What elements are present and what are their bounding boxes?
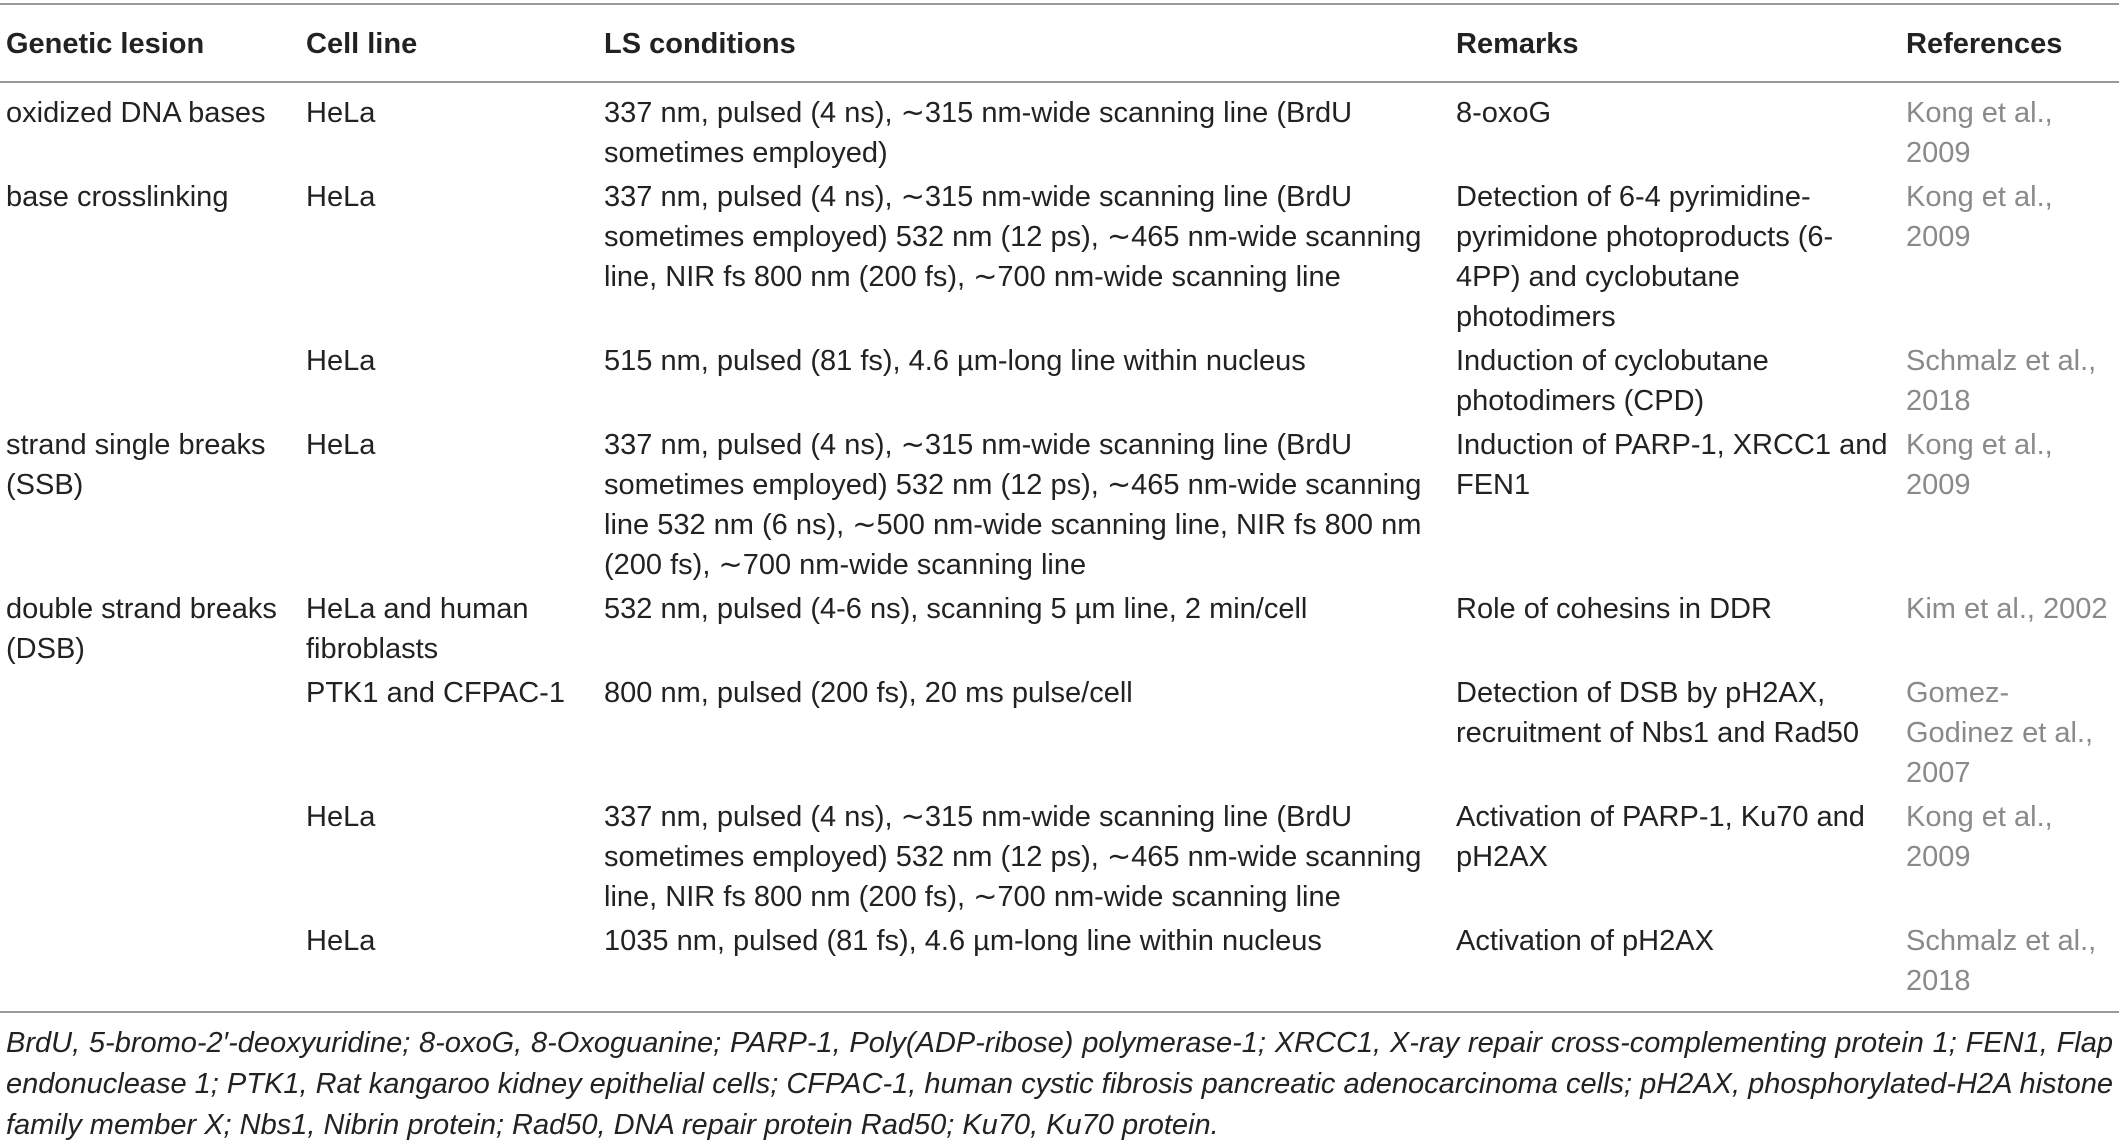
cell-remarks: Induction of PARP-1, XRCC1 and FEN1 [1456,429,1888,501]
table-row [0,589,2119,673]
cell-cell-line: HeLa and human fibroblasts [306,593,529,665]
cell-lesion: oxidized DNA bases [6,97,266,129]
cell-cell-line: HeLa [306,181,376,213]
cell-remarks: 8-oxoG [1456,97,1552,129]
cell-reference[interactable]: Kong et al., 2009 [1906,181,2053,253]
cell-ls-conditions: 1035 nm, pulsed (81 fs), 4.6 µm-long line within nucleus [604,925,1322,957]
cell-lesion: double strand breaks (DSB) [6,593,277,665]
cell-lesion: strand single breaks (SSB) [6,429,266,501]
table-row [0,921,2119,1012]
cell-remarks: Detection of 6-4 pyrimidine-pyrimidone photoproducts (6-4PP) and cyclobutane photodimers [1456,181,1834,333]
header-remarks: Remarks [1456,28,1579,60]
cell-reference[interactable]: Kong et al., 2009 [1906,429,2053,501]
cell-remarks: Activation of PARP-1, Ku70 and pH2AX [1456,801,1865,873]
cell-ls-conditions: 515 nm, pulsed (81 fs), 4.6 µm-long line within nucleus [604,345,1306,377]
cell-cell-line: HeLa [306,97,376,129]
cell-cell-line: HeLa [306,925,376,957]
table-header [0,4,2119,82]
cell-reference[interactable]: Schmalz et al., 2018 [1906,345,2097,417]
header-references: References [1906,28,2063,60]
cell-ls-conditions: 337 nm, pulsed (4 ns), ∼315 nm-wide scanning line (BrdU sometimes employed) 532 nm (12 ps), ∼465 nm-wide scanning line, NIR fs 800 nm (200 fs), ∼700 nm-wide scanning line [604,801,1422,913]
cell-reference[interactable]: Gomez-Godinez et al., 2007 [1906,677,2093,789]
cell-lesion [0,341,300,425]
cell-reference[interactable]: Kong et al., 2009 [1906,801,2053,873]
table-row [0,797,2119,921]
table-body [0,82,2119,1012]
table-row [0,82,2119,177]
cell-remarks: Detection of DSB by pH2AX, recruitment of Nbs1 and Rad50 [1456,677,1859,749]
cell-cell-line: HeLa [306,801,376,833]
cell-ls-conditions: 337 nm, pulsed (4 ns), ∼315 nm-wide scanning line (BrdU sometimes employed) [604,97,1353,169]
cell-cell-line: HeLa [306,345,376,377]
cell-lesion: base crosslinking [6,181,229,213]
cell-lesion [0,797,300,921]
cell-ls-conditions: 337 nm, pulsed (4 ns), ∼315 nm-wide scanning line (BrdU sometimes employed) 532 nm (12 ps), ∼465 nm-wide scanning line 532 nm (6 ns), ∼500 nm-wide scanning line, NIR fs 800 nm (200 fs), ∼700 nm-wide scanning line [604,429,1422,581]
header-genetic-lesion: Genetic lesion [6,28,205,60]
cell-reference[interactable]: Kim et al., 2002 [1906,593,2108,625]
cell-reference[interactable]: Kong et al., 2009 [1906,97,2053,169]
cell-cell-line: PTK1 and CFPAC-1 [306,677,565,709]
cell-lesion [0,673,300,797]
cell-ls-conditions: 337 nm, pulsed (4 ns), ∼315 nm-wide scanning line (BrdU sometimes employed) 532 nm (12 ps), ∼465 nm-wide scanning line, NIR fs 800 nm (200 fs), ∼700 nm-wide scanning line [604,181,1422,293]
table-footnote: BrdU, 5-bromo-2′-deoxyuridine; 8-oxoG, 8-Oxoguanine; PARP-1, Poly(ADP-ribose) polymerase-1; XRCC1, X-ray repair cross-complementing protein 1; FEN1, Flap endonuclease 1; PTK1, Rat kangaroo kidney epithelial cells; CFPAC-1, human cystic fibrosis pancreatic adenocarcinoma cells; pH2AX, phosphorylated-H2A histone family member X; Nbs1, Nibrin protein; Rad50, DNA repair protein Rad50; Ku70, Ku70 protein. [6,1027,2113,1141]
table-row [0,177,2119,341]
header-row [0,4,2119,82]
cell-lesion [0,921,300,1012]
table-row [0,425,2119,589]
cell-cell-line: HeLa [306,429,376,461]
header-cell-line: Cell line [306,28,418,60]
header-ls-conditions: LS conditions [604,28,796,60]
cell-remarks: Activation of pH2AX [1456,925,1714,957]
cell-remarks: Role of cohesins in DDR [1456,593,1772,625]
table-row [0,341,2119,425]
cell-ls-conditions: 800 nm, pulsed (200 fs), 20 ms pulse/cell [604,677,1133,709]
cell-ls-conditions: 532 nm, pulsed (4-6 ns), scanning 5 µm line, 2 min/cell [604,593,1308,625]
table-row [0,673,2119,797]
cell-remarks: Induction of cyclobutane photodimers (CPD) [1456,345,1769,417]
cell-reference[interactable]: Schmalz et al., 2018 [1906,925,2097,997]
data-table [0,3,2119,1013]
